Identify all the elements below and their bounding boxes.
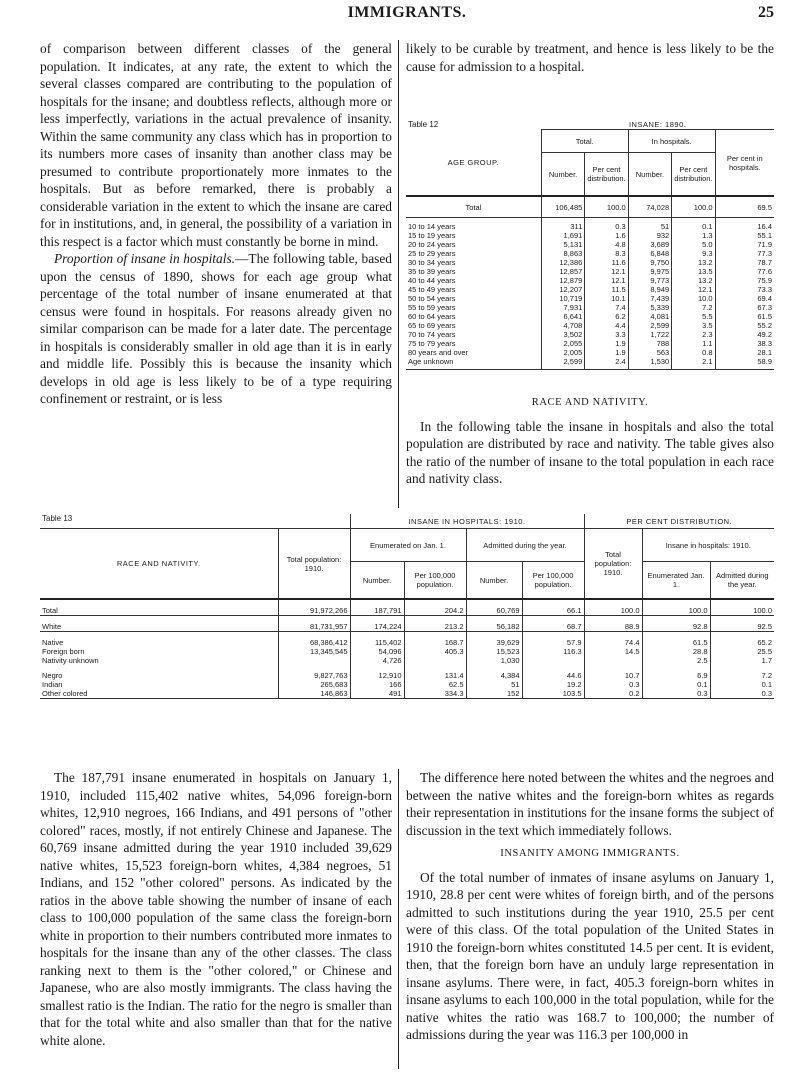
table-cell: 55.2 bbox=[757, 321, 772, 330]
table-cell: 16.4 bbox=[757, 222, 772, 231]
paragraph: The difference here noted between the whites and the negroes and between the native whites and the foreign-born whites as regards their representation in institutions for the insane forms the subject of discussion in the text which immediately follows. bbox=[406, 770, 774, 838]
table-row bbox=[406, 285, 774, 294]
table-cell: 62.5 bbox=[404, 680, 466, 689]
table-cell: 7.2 bbox=[761, 671, 772, 680]
table-cell: 168.7 bbox=[404, 632, 466, 648]
table-header: INSANE IN HOSPITALS: 1910. bbox=[350, 514, 584, 529]
table-cell: 13.2 bbox=[672, 258, 715, 267]
table-cell: 2.1 bbox=[672, 357, 715, 370]
table-cell: 131.4 bbox=[404, 665, 466, 680]
table-cell: 74.4 bbox=[584, 632, 642, 648]
table-cell: 0.3 bbox=[584, 680, 642, 689]
table-row bbox=[406, 321, 774, 330]
table-cell: Age unknown bbox=[406, 357, 541, 370]
table-cell: 0.2 bbox=[584, 689, 642, 699]
table-cell: 44.6 bbox=[522, 665, 584, 680]
table-cell: 1.9 bbox=[585, 339, 628, 348]
table-12-grid bbox=[406, 120, 774, 370]
table-cell: 10.0 bbox=[672, 294, 715, 303]
column-divider-bottom bbox=[398, 769, 399, 1069]
table-cell: 10.7 bbox=[584, 665, 642, 680]
table-header: In hospitals. bbox=[628, 130, 715, 153]
table-cell: 91,972,266 bbox=[278, 599, 350, 616]
table-cell: 75 to 79 years bbox=[406, 339, 541, 348]
table-cell: 1,691 bbox=[541, 231, 585, 240]
inline-heading: Proportion of insane in hospitals. bbox=[54, 251, 235, 266]
table-cell: 11.6 bbox=[585, 258, 628, 267]
table-cell: 0.3 bbox=[710, 689, 774, 699]
paragraph: of comparison between different classes of the general population. It indicates, at any rate, the extent to which the several classes compared are contributing to the population of hospitals for the insane; and doubtless reflects, although more or less imperfectly, variations in the actual prevalence of insanity. Within the same community any class which has in proportion to its numbers more cases of insanity than another class may be presumed to contribute proportionately more inmates to the hospitals. But as before remarked, there is probably a considerable variation in the extent to which the insane are cared for in institutions, and, in general, the possibility of a variation in this respect is a factor which must constantly be borne in mind. bbox=[40, 41, 392, 249]
table-cell: 77.3 bbox=[757, 249, 772, 258]
table-header: Insane in hospitals: 1910. bbox=[642, 529, 774, 562]
table-cell: 100.0 bbox=[710, 599, 774, 616]
table-cell: 60,769 bbox=[466, 599, 522, 616]
table-cell: 6.9 bbox=[642, 665, 710, 680]
table-13-grid bbox=[40, 514, 774, 699]
table-cell: 78.7 bbox=[757, 258, 772, 267]
table-cell: 3,689 bbox=[628, 240, 672, 249]
table-cell: 166 bbox=[350, 680, 404, 689]
table-row bbox=[40, 656, 774, 665]
table-cell: 265,683 bbox=[278, 680, 350, 689]
table-header: Enumerated Jan. 1. bbox=[642, 562, 710, 600]
table-cell: 0.1 bbox=[642, 680, 710, 689]
table-cell: 115,402 bbox=[350, 632, 404, 648]
table-row bbox=[406, 276, 774, 285]
table-row bbox=[406, 312, 774, 321]
paragraph: Of the total number of inmates of insane asylums on January 1, 1910, 28.8 per cent were whites of foreign birth, and of the persons admitted to such institutions during the year 1910, 25.5 per cent were of this class. Of the total population of the United States in 1910 the foreign-born whites constituted 14.5 per cent. It is evident, then, that the foreign born have an unduly large representation in insane asylums. There were, in fact, 405.3 foreign-born whites in insane asylums to each 100,000 in the total population, while for the native whites the ratio was 168.7 to 100,000; the number of admissions during the year was 116.3 per 100,000 in bbox=[406, 869, 774, 1042]
table-cell: 9,827,763 bbox=[278, 665, 350, 680]
table-cell: 2,599 bbox=[628, 321, 672, 330]
table-cell: 116.3 bbox=[522, 647, 584, 656]
table-cell: 146,863 bbox=[278, 689, 350, 699]
table-cell: 4.8 bbox=[585, 240, 628, 249]
table-cell: 65.2 bbox=[757, 638, 772, 647]
table-cell: 100.0 bbox=[584, 599, 642, 616]
table-cell: 28.8 bbox=[642, 647, 710, 656]
table-cell: 38.3 bbox=[757, 339, 772, 348]
table-cell: 30 to 34 years bbox=[406, 258, 541, 267]
table-header: Per 100,000 population. bbox=[522, 562, 584, 600]
right-column-top bbox=[406, 40, 774, 75]
table-cell: 932 bbox=[628, 231, 672, 240]
table-cell: 405.3 bbox=[404, 647, 466, 656]
table-cell: 65 to 69 years bbox=[406, 321, 541, 330]
race-section bbox=[406, 388, 774, 488]
table-cell: Negro bbox=[40, 665, 278, 680]
table-header: RACE AND NATIVITY. bbox=[40, 529, 278, 600]
table-cell: 35 to 39 years bbox=[406, 267, 541, 276]
table-cell: 25.5 bbox=[757, 647, 772, 656]
table-cell: 12.1 bbox=[672, 285, 715, 294]
table-cell: 12,879 bbox=[541, 276, 585, 285]
table-cell: White bbox=[40, 616, 278, 632]
table-cell: 1,030 bbox=[466, 656, 522, 665]
table-cell: Total bbox=[40, 599, 278, 616]
table-cell: 10.1 bbox=[585, 294, 628, 303]
table-cell: 3,502 bbox=[541, 330, 585, 339]
table-cell: 40 to 44 years bbox=[406, 276, 541, 285]
table-row bbox=[406, 218, 774, 232]
table-row bbox=[406, 240, 774, 249]
table-cell: 15 to 19 years bbox=[406, 231, 541, 240]
table-cell: 92.8 bbox=[642, 616, 710, 632]
table-cell: 1,530 bbox=[628, 357, 672, 370]
section-heading: INSANITY AMONG IMMIGRANTS. bbox=[500, 848, 680, 859]
section-heading: RACE AND NATIVITY. bbox=[531, 397, 649, 408]
table-row bbox=[40, 599, 774, 616]
table-cell: 92.5 bbox=[710, 616, 774, 632]
table-header: Number. bbox=[466, 562, 522, 600]
table-row bbox=[40, 665, 774, 680]
table-cell: 51 bbox=[628, 218, 672, 232]
table-cell: 69.4 bbox=[757, 294, 772, 303]
table-cell bbox=[584, 656, 642, 665]
table-cell: 334.3 bbox=[404, 689, 466, 699]
table-row bbox=[40, 632, 774, 648]
table-12 bbox=[406, 120, 774, 370]
table-13 bbox=[40, 514, 774, 699]
table-cell: 213.2 bbox=[404, 616, 466, 632]
table-cell: 6.2 bbox=[585, 312, 628, 321]
table-label: Table 12 bbox=[408, 120, 439, 129]
table-cell: 58.9 bbox=[715, 357, 774, 370]
table-cell: 12.1 bbox=[585, 267, 628, 276]
table-cell: 7,931 bbox=[541, 303, 585, 312]
table-cell: 12,386 bbox=[541, 258, 585, 267]
table-cell: 174,224 bbox=[350, 616, 404, 632]
table-cell: Other colored bbox=[40, 689, 278, 699]
table-row bbox=[40, 689, 774, 699]
table-cell: Nativity unknown bbox=[40, 656, 278, 665]
table-cell: 28.1 bbox=[757, 348, 772, 357]
table-cell: 19.2 bbox=[522, 680, 584, 689]
table-cell: 2.5 bbox=[642, 656, 710, 665]
table-cell: 25 to 29 years bbox=[406, 249, 541, 258]
table-header: Per cent in hospitals. bbox=[715, 130, 774, 197]
table-cell: 3.3 bbox=[585, 330, 628, 339]
left-column-bottom bbox=[40, 769, 392, 1049]
table-cell: 4,384 bbox=[466, 665, 522, 680]
table-cell: 1.7 bbox=[761, 656, 772, 665]
table-row bbox=[406, 339, 774, 348]
table-header: Enumerated on Jan. 1. bbox=[350, 529, 466, 562]
table-row bbox=[40, 616, 774, 632]
table-cell: 2,599 bbox=[541, 357, 585, 370]
table-cell: 55 to 59 years bbox=[406, 303, 541, 312]
table-header: Admitted during the year. bbox=[710, 562, 774, 600]
table-cell: Indian bbox=[40, 680, 278, 689]
paragraph: likely to be curable by treatment, and hence is less likely to be the cause for admission to a hospital. bbox=[406, 41, 774, 74]
table-header: Total population: 1910. bbox=[278, 529, 350, 600]
table-cell bbox=[278, 656, 350, 665]
page-title: IMMIGRANTS. bbox=[347, 4, 467, 21]
table-cell: 2,005 bbox=[541, 348, 585, 357]
table-cell: 6,848 bbox=[628, 249, 672, 258]
table-cell: 0.8 bbox=[672, 348, 715, 357]
table-cell: 8,949 bbox=[628, 285, 672, 294]
table-cell: 70 to 74 years bbox=[406, 330, 541, 339]
table-cell: 81,731,957 bbox=[278, 616, 350, 632]
table-cell: 9.3 bbox=[672, 249, 715, 258]
paragraph-text: —The following table, based upon the census of 1890, shows for each age group what percentage of the total number of insane enumerated at that census were found in hospitals. For reasons already given no similar comparison can be made for a later date. The percentage in hospitals is considerably smaller in old age than it is in early and middle life. Possibly this is because the insanity which develops in old age is less likely to be of a type requiring confinement or restraint, or is less bbox=[40, 251, 392, 406]
table-cell: 13,345,545 bbox=[278, 647, 350, 656]
table-cell: 80 years and over bbox=[406, 348, 541, 357]
table-cell: 75.9 bbox=[757, 276, 772, 285]
table-cell: 1.6 bbox=[585, 231, 628, 240]
table-cell: 2,055 bbox=[541, 339, 585, 348]
table-row bbox=[406, 348, 774, 357]
table-cell: 9,773 bbox=[628, 276, 672, 285]
table-cell: 311 bbox=[541, 218, 585, 232]
table-cell bbox=[522, 656, 584, 665]
table-row bbox=[406, 330, 774, 339]
table-cell: 77.6 bbox=[757, 267, 772, 276]
table-cell: 1,722 bbox=[628, 330, 672, 339]
table-cell: 71.9 bbox=[757, 240, 772, 249]
table-row bbox=[406, 258, 774, 267]
table-cell bbox=[404, 656, 466, 665]
table-cell: 12,207 bbox=[541, 285, 585, 294]
left-column-top bbox=[40, 40, 392, 408]
table-header: Number. bbox=[350, 562, 404, 600]
table-cell: 57.9 bbox=[522, 632, 584, 648]
table-cell: 4,726 bbox=[350, 656, 404, 665]
table-cell: 187,791 bbox=[350, 599, 404, 616]
table-cell: 11.5 bbox=[585, 285, 628, 294]
table-row bbox=[40, 680, 774, 689]
table-header: Per cent distribution. bbox=[672, 153, 715, 197]
table-row bbox=[406, 267, 774, 276]
page-number: 25 bbox=[758, 4, 774, 21]
table-cell: 5,131 bbox=[541, 240, 585, 249]
table-cell: 55.1 bbox=[757, 231, 772, 240]
table-row: Total 106,485 100.0 74,028 100.0 69.5 bbox=[406, 196, 774, 218]
table-cell: 100.0 bbox=[642, 599, 710, 616]
table-cell: 45 to 49 years bbox=[406, 285, 541, 294]
table-header: Total population: 1910. bbox=[584, 529, 642, 600]
table-cell: 49.2 bbox=[757, 330, 772, 339]
table-header: AGE GROUP. bbox=[406, 130, 541, 197]
table-cell: 491 bbox=[350, 689, 404, 699]
table-cell: 0.1 bbox=[672, 218, 715, 232]
table-cell: 103.5 bbox=[522, 689, 584, 699]
table-cell: 13.2 bbox=[672, 276, 715, 285]
table-cell: 20 to 24 years bbox=[406, 240, 541, 249]
table-cell: 7,439 bbox=[628, 294, 672, 303]
paragraph: In the following table the insane in hospitals and also the total population are distributed by race and nativity. The table gives also the ratio of the number of insane to the total population in each race and nativity class. bbox=[406, 418, 774, 486]
table-cell: 5.0 bbox=[672, 240, 715, 249]
table-cell: 4,081 bbox=[628, 312, 672, 321]
table-cell: 12.1 bbox=[585, 276, 628, 285]
table-header: Number. bbox=[541, 153, 585, 197]
table-label: Table 13 bbox=[40, 514, 278, 529]
table-cell: 152 bbox=[466, 689, 522, 699]
table-header: Number. bbox=[628, 153, 672, 197]
table-cell: 5.5 bbox=[672, 312, 715, 321]
column-divider-top bbox=[398, 40, 399, 508]
table-cell: 56,182 bbox=[466, 616, 522, 632]
table-header: PER CENT DISTRIBUTION. bbox=[584, 514, 774, 529]
table-cell: 8,863 bbox=[541, 249, 585, 258]
table-cell: 60 to 64 years bbox=[406, 312, 541, 321]
table-cell: 6,641 bbox=[541, 312, 585, 321]
table-row bbox=[406, 231, 774, 240]
table-cell: 10,719 bbox=[541, 294, 585, 303]
table-cell: 0.3 bbox=[642, 689, 710, 699]
table-cell: 1.9 bbox=[585, 348, 628, 357]
table-cell: 51 bbox=[466, 680, 522, 689]
table-cell: 73.3 bbox=[757, 285, 772, 294]
paragraph-proportion bbox=[40, 250, 392, 408]
table-cell: 4.4 bbox=[585, 321, 628, 330]
table-cell: 12,910 bbox=[350, 665, 404, 680]
table-cell: 13.5 bbox=[672, 267, 715, 276]
table-header: Admitted during the year. bbox=[466, 529, 584, 562]
table-row bbox=[406, 357, 774, 370]
right-column-bottom bbox=[406, 769, 774, 1044]
table-row bbox=[406, 294, 774, 303]
table-cell: 14.5 bbox=[584, 647, 642, 656]
table-cell: 2.3 bbox=[672, 330, 715, 339]
table-cell: 0.1 bbox=[761, 680, 772, 689]
paragraph: The 187,791 insane enumerated in hospitals on January 1, 1910, included 115,402 native whites, 54,096 foreign-born whites, 12,910 negroes, 166 Indians, and 491 persons of "other colored" races, mostly, if not entirely Chinese and Japanese. The 60,769 insane admitted during the year 1910 included 39,629 native whites, 15,523 foreign-born whites, 4,384 negroes, 51 Indians, and 152 "other colored" persons. As indicated by the ratios in the above table showing the number of insane of each class to 100,000 population of the same class the foreign-born white in proportion to their numbers contributed more inmates to hospitals for the insane than any of the other classes. The class ranking next to them is the "other colored," or Chinese and Japanese, who are also mostly immigrants. The class having the smallest ratio is the Indian. The ratio for the negro is smaller than that for the total white and also smaller than that for the native white alone. bbox=[40, 770, 392, 1048]
table-cell: 788 bbox=[628, 339, 672, 348]
table-cell: 12,857 bbox=[541, 267, 585, 276]
table-cell: 1.3 bbox=[672, 231, 715, 240]
table-cell: Foreign born bbox=[40, 647, 278, 656]
table-cell: 54,096 bbox=[350, 647, 404, 656]
table-cell: 4,708 bbox=[541, 321, 585, 330]
table-cell: 7.4 bbox=[585, 303, 628, 312]
page-header bbox=[40, 0, 774, 34]
table-cell: 61.5 bbox=[642, 632, 710, 648]
table-cell: 563 bbox=[628, 348, 672, 357]
table-cell: 2.4 bbox=[585, 357, 628, 370]
table-cell: 0.3 bbox=[585, 218, 628, 232]
table-header: Total. bbox=[541, 130, 628, 153]
table-row bbox=[40, 647, 774, 656]
table-cell: 8.3 bbox=[585, 249, 628, 258]
table-cell: 88.9 bbox=[584, 616, 642, 632]
table-header: Per cent distribution. bbox=[585, 153, 628, 197]
table-cell: 7.2 bbox=[672, 303, 715, 312]
table-cell: 15,523 bbox=[466, 647, 522, 656]
table-cell: Native bbox=[40, 632, 278, 648]
table-cell: 68.7 bbox=[522, 616, 584, 632]
table-cell: 39,629 bbox=[466, 632, 522, 648]
table-cell: 1.1 bbox=[672, 339, 715, 348]
table-cell: 9,975 bbox=[628, 267, 672, 276]
table-cell: 10 to 14 years bbox=[406, 218, 541, 232]
table-header: Per 100,000 population. bbox=[404, 562, 466, 600]
table-cell: 5,339 bbox=[628, 303, 672, 312]
table-row bbox=[406, 249, 774, 258]
table-cell: 50 to 54 years bbox=[406, 294, 541, 303]
table-cell: 3.5 bbox=[672, 321, 715, 330]
table-cell: 9,750 bbox=[628, 258, 672, 267]
table-row bbox=[406, 303, 774, 312]
table-cell: 67.3 bbox=[757, 303, 772, 312]
table-header: INSANE: 1890. bbox=[541, 120, 774, 130]
table-cell: 68,386,412 bbox=[278, 632, 350, 648]
table-cell: 204.2 bbox=[404, 599, 466, 616]
table-cell: 66.1 bbox=[522, 599, 584, 616]
table-cell: 61.5 bbox=[757, 312, 772, 321]
